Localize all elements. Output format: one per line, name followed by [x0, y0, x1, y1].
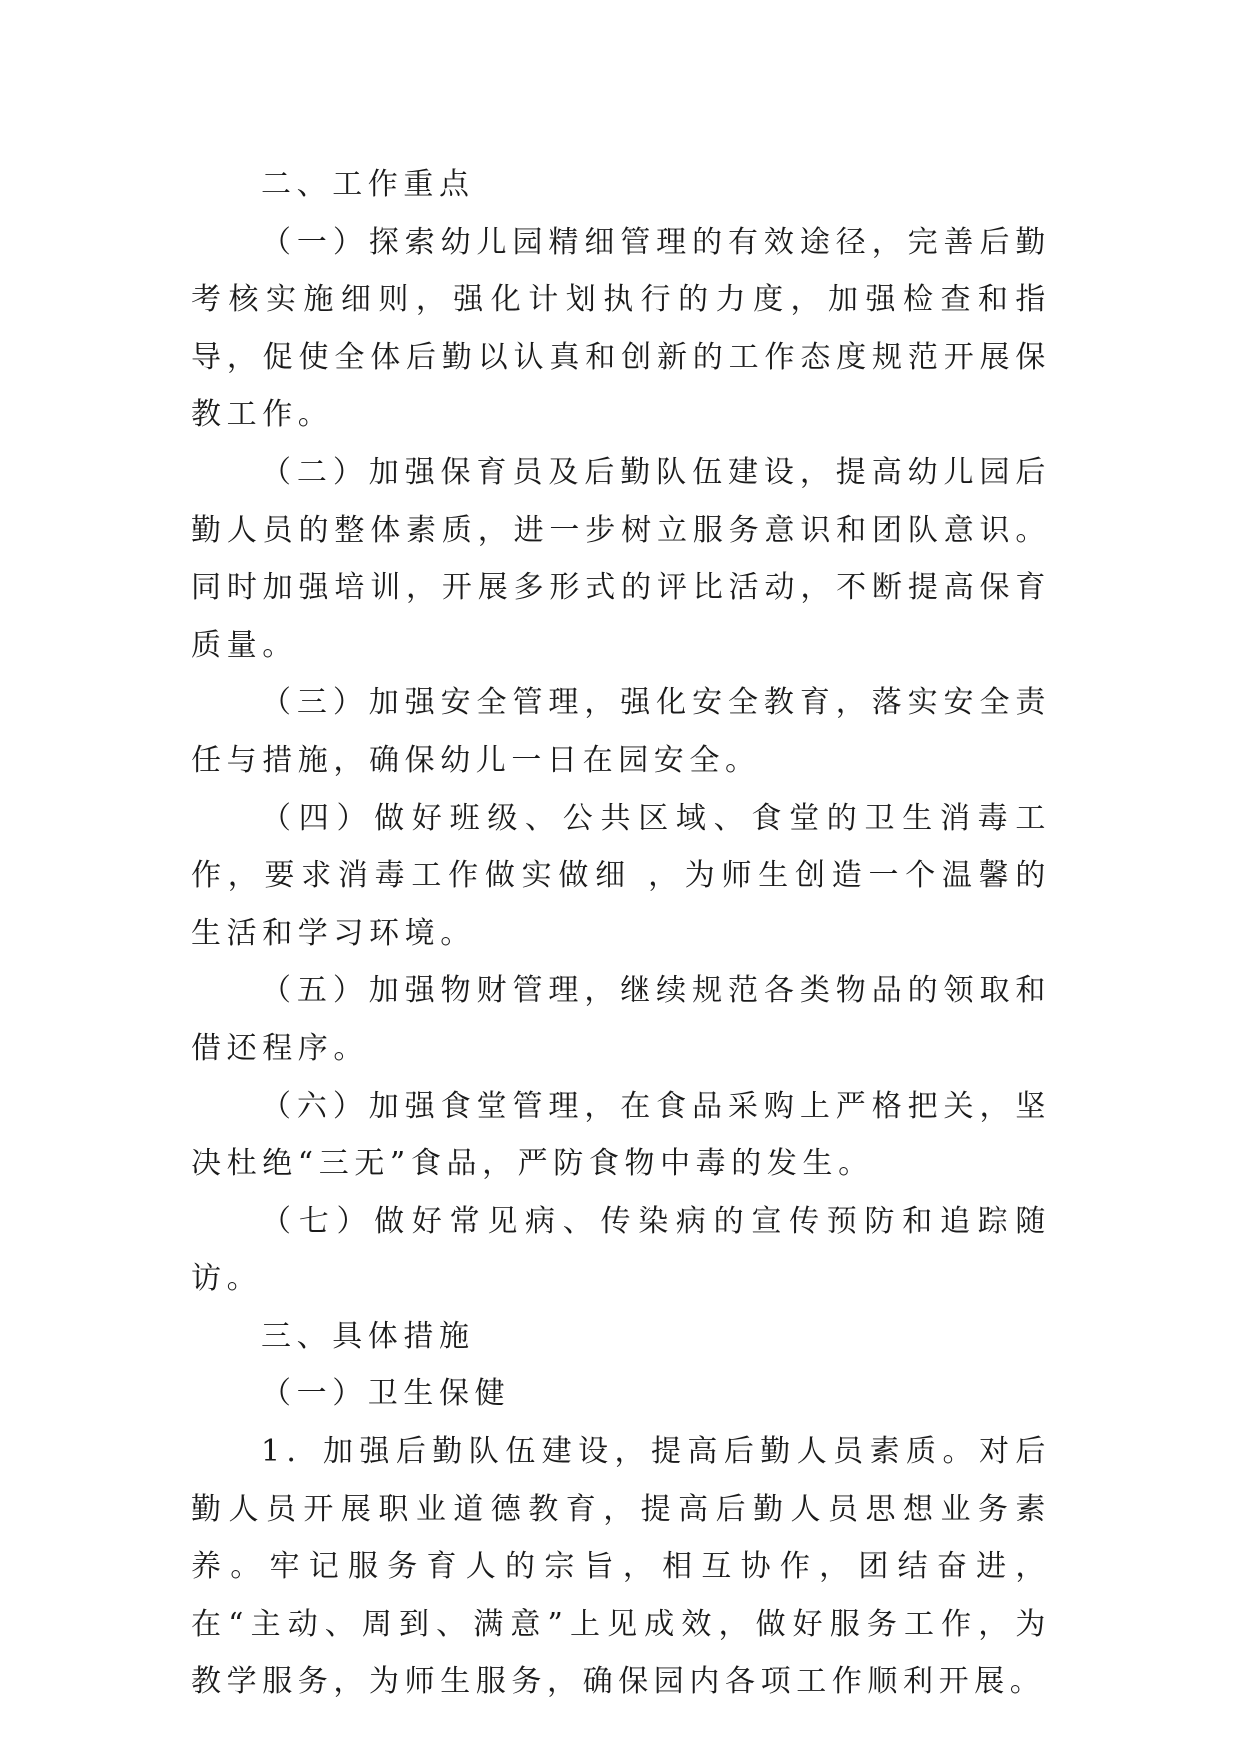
paragraph-item-4: （四）做好班级、公共区域、食堂的卫生消毒工作，要求消毒工作做实做细 ，为师生创造一个温馨的生活和学习环境。	[191, 800, 1051, 951]
paragraph-item-3: （三）加强安全管理，强化安全教育，落实安全责任与措施，确保幼儿一日在园安全。	[191, 685, 1051, 778]
paragraph-item-5: （五）加强物财管理，继续规范各类物品的领取和借还程序。	[191, 973, 1051, 1066]
subsection-heading-health-care: （一）卫生保健	[261, 1376, 511, 1412]
section-heading-measures: 三、具体措施	[261, 1318, 475, 1354]
paragraph-item-2: （二）加强保育员及后勤队伍建设，提高幼儿园后勤人员的整体素质，进一步树立服务意识和团队意识。同时加强培训，开展多形式的评比活动，不断提高保育质量。	[191, 454, 1051, 663]
paragraph-item-6: （六）加强食堂管理，在食品采购上严格把关，坚决杜绝“三无”食品，严防食物中毒的发生。	[191, 1088, 1051, 1182]
paragraph-item-7: （七）做好常见病、传染病的宣传预防和追踪随访。	[191, 1203, 1051, 1297]
section-heading-work-focus: 二、工作重点	[261, 167, 475, 202]
paragraph-item-1: （一）探索幼儿园精细管理的有效途径，完善后勤考核实施细则，强化计划执行的力度，加强检查和指导，促使全体后勤以认真和创新的工作态度规范开展保教工作。	[191, 224, 1051, 433]
document-body	[191, 156, 1051, 1711]
paragraph-measure-1: 1．加强后勤队伍建设，提高后勤人员素质。对后勤人员开展职业道德教育，提高后勤人员思想业务素养。牢记服务育人的宗旨，相互协作，团结奋进，在“主动、周到、满意”上见成效，做好服务工作，为教学服务，为师生服务，确保园内各项工作顺利开展。	[191, 1434, 1051, 1700]
